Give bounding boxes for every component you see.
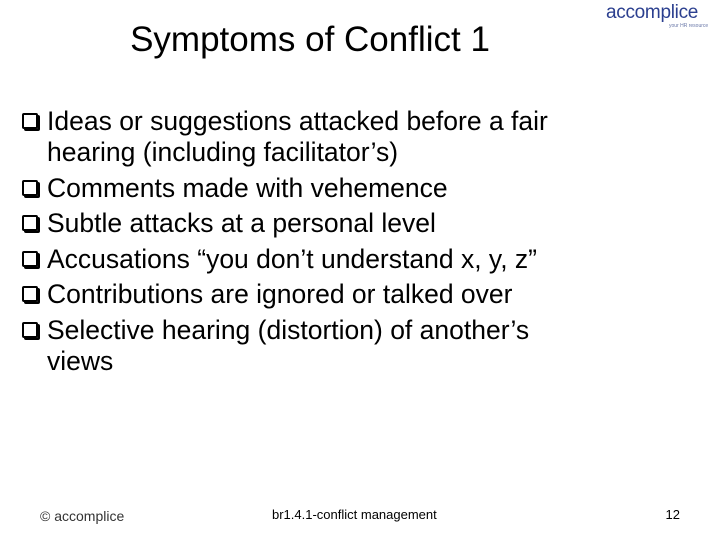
bullet-text-line: Accusations “you don’t understand x, y, z” xyxy=(47,243,538,274)
slide-title: Symptoms of Conflict 1 xyxy=(130,20,490,59)
bullet-item xyxy=(22,106,702,168)
checkbox-bullet-icon xyxy=(22,215,38,231)
bullet-text-line: hearing (including facilitator’s) xyxy=(47,137,399,167)
footer-document-name: br1.4.1-conflict management xyxy=(272,507,437,522)
bullet-item xyxy=(22,279,702,310)
bullet-text-line: Selective hearing (distortion) of another’s xyxy=(47,314,530,345)
bullet-list xyxy=(22,106,702,381)
bullet-item xyxy=(22,173,702,204)
checkbox-bullet-icon xyxy=(22,251,38,267)
bullet-text-line: Contributions are ignored or talked over xyxy=(47,279,513,309)
checkbox-bullet-icon xyxy=(22,286,38,302)
footer-copyright: © accomplice xyxy=(40,508,125,524)
bullet-item xyxy=(22,208,702,239)
bullet-item xyxy=(22,315,702,377)
bullet-text-line: Ideas or suggestions attacked before a fair xyxy=(47,106,548,136)
logo-tagline: your HR resource xyxy=(669,23,709,29)
footer-page-number: 12 xyxy=(665,507,680,522)
bullet-text-line: Comments made with vehemence xyxy=(47,172,448,203)
bullet-item xyxy=(22,244,702,275)
checkbox-bullet-icon xyxy=(22,322,38,338)
checkbox-bullet-icon xyxy=(22,113,38,129)
logo-wordmark: accomplice xyxy=(606,2,699,23)
bullet-text-line: views xyxy=(47,345,114,376)
accomplice-logo xyxy=(606,2,709,32)
checkbox-bullet-icon xyxy=(22,180,38,196)
bullet-text-line: Subtle attacks at a personal level xyxy=(47,208,436,238)
